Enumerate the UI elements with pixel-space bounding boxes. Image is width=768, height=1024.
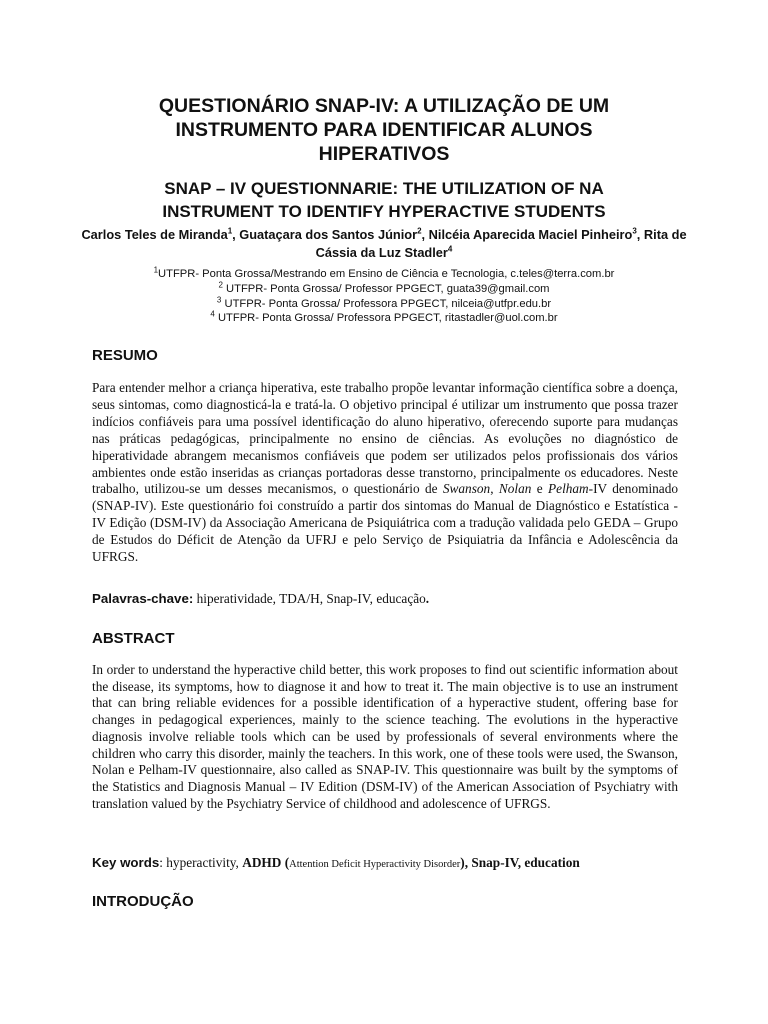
title-english	[60, 178, 708, 223]
key-words-part-2: ), Snap-IV, education	[460, 855, 580, 870]
affiliations	[60, 267, 708, 326]
affiliation-2-text: UTFPR- Ponta Grossa/ Professor PPGECT, guata39@gmail.com	[222, 282, 550, 295]
resumo-comma: ,	[490, 481, 499, 497]
affiliation-3	[60, 294, 708, 312]
resumo-text-part-1: Para entender melhor a criança hiperativa, este trabalho propõe levantar informação científica sobre a doença, seus sintomas, como diagnosticá-la e tratá-la. O objetivo principal é utilizar um instrumento que possa trazer indícios confiáveis para uma possível identificação do aluno hiperativo, oferecendo suporte para mudanças nas práticas pedagógicas, principalmente no ensino de ciências. As evoluções no diagnóstico de hiperatividade abrangem mecanismos confiáveis que podem ser utilizados pelos profissionais dos vários ambientes onde estão inseridas as crianças portadoras desse transtorno, principalmente os educadores. Neste trabalho, utilizou-se um desses mecanismos, o questionário de	[92, 380, 678, 497]
title-pt-line-2: INSTRUMENTO PARA IDENTIFICAR ALUNOS	[175, 119, 593, 141]
affiliation-2	[60, 282, 708, 297]
author-separator: ,	[232, 227, 240, 242]
key-words-label: Key words	[92, 855, 160, 870]
title-portuguese	[60, 94, 708, 166]
palavras-chave-period: .	[425, 591, 430, 606]
resumo-paragraph	[92, 380, 678, 566]
resumo-e: e	[531, 481, 549, 497]
author-1: Carlos Teles de Miranda	[81, 227, 228, 242]
author-3-ref: 3	[632, 226, 637, 236]
resumo-pelham: Pelham	[548, 481, 589, 497]
palavras-chave-label: Palavras-chave:	[92, 591, 194, 606]
affiliation-4-text: UTFPR- Ponta Grossa/ Professora PPGECT, ritastadler@uol.com.br	[214, 312, 558, 325]
key-words-part-1: : hyperactivity,	[159, 855, 243, 870]
author-separator: ,	[636, 227, 644, 242]
key-words-adhd-full: Attention Deficit Hyperactivity Disorder	[289, 859, 461, 870]
author-3: Nilcéia Aparecida Maciel Pinheiro	[428, 227, 633, 242]
affiliation-4	[60, 311, 708, 326]
affiliation-1-text: UTFPR- Ponta Grossa/Mestrando em Ensino de Ciência e Tecnologia, c.teles@terra.com.br	[158, 268, 615, 280]
resumo-nolan: Nolan	[498, 481, 532, 497]
title-en-line-1: SNAP – IV QUESTIONNARIE: THE UTILIZATION OF NA	[164, 179, 604, 198]
author-4: Rita de Cássia da Luz Stadler	[315, 227, 687, 260]
introducao-heading: INTRODUÇÃO	[92, 893, 194, 910]
title-en-line-2: INSTRUMENT TO IDENTIFY HYPERACTIVE STUDENTS	[162, 201, 606, 221]
palavras-chave	[92, 590, 692, 607]
author-1-ref: 1	[227, 226, 233, 236]
resumo-swanson: Swanson	[442, 481, 491, 497]
affiliation-3-ref: 3	[216, 294, 222, 304]
palavras-chave-list: hiperatividade, TDA/H, Snap-IV, educação	[193, 591, 426, 606]
author-separator: ,	[421, 227, 429, 242]
key-words-adhd: ADHD (	[242, 855, 290, 870]
title-pt-line-1: QUESTIONÁRIO SNAP-IV: A UTILIZAÇÃO DE UM	[158, 95, 610, 117]
affiliation-3-text: UTFPR- Ponta Grossa/ Professora PPGECT, nilceia@utfpr.edu.br	[221, 297, 552, 310]
author-2-ref: 2	[417, 226, 422, 236]
author-4-ref: 4	[447, 244, 453, 254]
author-2: Guataçara dos Santos Júnior	[239, 227, 418, 242]
author-list	[60, 226, 708, 262]
affiliation-1	[60, 267, 708, 282]
key-words	[92, 854, 692, 873]
affiliation-1-ref: 1	[153, 265, 159, 275]
abstract-heading: ABSTRACT	[92, 630, 175, 647]
resumo-heading: RESUMO	[92, 347, 158, 364]
affiliation-4-ref: 4	[210, 309, 215, 319]
abstract-paragraph: In order to understand the hyperactive child better, this work proposes to find out scientific information about the disease, its symptoms, how to diagnose it and how to treat it. The main objective is to use an instrument that can bring reliable evidences for a possible identification of a hyperactive student, offering base for changes in pedagogical experiences, mainly to the science teaching. The evolutions in the hyperactive diagnosis involve reliable tools which can be used by professionals of several environments where the children who carry this disorder, mainly the teachers. In this work, one of these tools were used, the Swanson, Nolan e Pelham-IV questionnaire, also called as SNAP-IV. This questionnaire was built by the symptoms of the Statistics and Diagnosis Manual – IV Edition (DSM-IV) of the American Association of Psychiatry with translation valued by the Psychiatry Service of childhood and adolescence of UFRGS.	[92, 662, 678, 811]
title-pt-line-3: HIPERATIVOS	[318, 143, 450, 165]
resumo-text-part-2: -IV denominado (SNAP-IV). Este questionário foi construído a partir dos sintomas do Manual de Diagnóstico e Estatística - IV Edição (DSM-IV) da Associação Americana de Psiquiátrica com a tradução validada pelo GEDA – Grupo de Estudos do Déficit de Atenção da UFRJ e pelo Serviço de Psiquiatria da Infância e Adolescência da UFRGS.	[92, 481, 678, 565]
affiliation-2-ref: 2	[218, 280, 223, 290]
